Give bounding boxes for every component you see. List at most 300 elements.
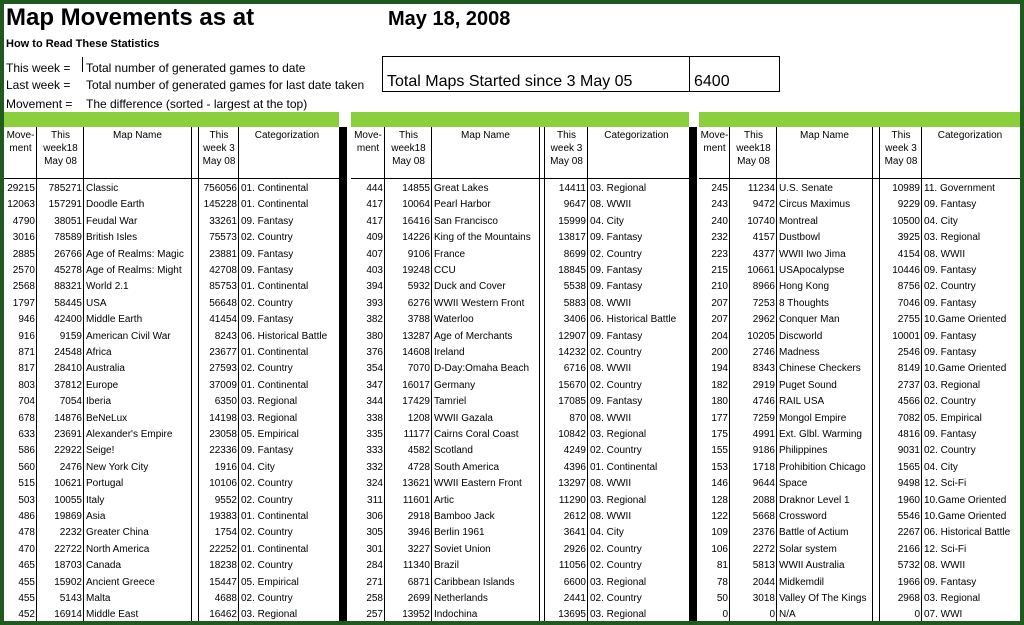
cell-last-week: 2612 [563, 511, 586, 522]
cell-this-week: 16416 [402, 215, 430, 227]
cell-movement: 678 [18, 412, 35, 424]
cell-categorization: 12. Sci-Fi [924, 478, 967, 490]
cell-map-name: BeNeLux [86, 412, 128, 424]
cell-map-name: Conquer Man [779, 314, 840, 326]
cell-last-week: 2755 [897, 314, 920, 326]
cell-map-name: Battle of Actium [779, 527, 849, 539]
cell-last-week: 85753 [209, 281, 237, 293]
cell-movement: 871 [18, 347, 35, 358]
cell-movement: 306 [366, 511, 383, 522]
report-date: May 18, 2008 [388, 8, 511, 30]
cell-categorization: 09. Fantasy [924, 347, 977, 358]
cell-map-name: American Civil War [86, 330, 171, 342]
map-movements-table [4, 127, 1020, 621]
table-row [699, 575, 1020, 591]
cell-categorization: 08. WWII [924, 248, 966, 260]
cell-this-week: 3227 [407, 543, 430, 555]
cell-last-week: 15999 [558, 215, 586, 227]
table-row [4, 509, 339, 525]
cell-categorization: 08. WWII [590, 511, 632, 522]
cell-map-name: Classic [86, 183, 119, 194]
cell-this-week: 8966 [752, 281, 775, 293]
table-row [699, 542, 1020, 558]
cell-this-week: 4991 [752, 429, 775, 440]
cell-last-week: 23881 [209, 248, 237, 260]
cell-movement: 29215 [7, 183, 35, 194]
cell-movement: 207 [711, 314, 728, 326]
cell-last-week: 22252 [209, 543, 237, 555]
cell-this-week: 2699 [407, 593, 430, 604]
table-row [351, 542, 689, 558]
cell-categorization: 02. Country [590, 560, 642, 572]
cell-movement: 478 [18, 527, 35, 539]
cell-map-name: Africa [86, 347, 112, 358]
cell-this-week: 13621 [402, 478, 430, 490]
cell-last-week: 5538 [563, 281, 586, 293]
table-header [351, 127, 689, 179]
cell-movement: 452 [18, 609, 35, 621]
cell-movement: 586 [18, 445, 35, 457]
block-separator [689, 127, 697, 621]
cell-map-name: Canada [86, 560, 122, 572]
table-row [351, 263, 689, 279]
cell-this-week: 10661 [747, 265, 775, 276]
cell-this-week: 9159 [59, 330, 82, 342]
cell-map-name: Indochina [434, 609, 478, 621]
cell-last-week: 18238 [209, 560, 237, 572]
cell-last-week: 3406 [563, 314, 586, 326]
cell-map-name: Waterloo [434, 314, 474, 326]
cell-categorization: 02. Country [924, 396, 976, 408]
cell-map-name: WWII Iwo Jima [779, 248, 846, 260]
table-row [699, 591, 1020, 607]
cell-map-name: Berlin 1961 [434, 527, 485, 539]
cell-map-name: Ireland [434, 347, 465, 358]
cell-last-week: 8756 [897, 281, 920, 293]
table-row [4, 279, 339, 295]
table-row [4, 214, 339, 230]
cell-last-week: 2166 [897, 543, 920, 555]
cell-map-name: Space [779, 478, 808, 490]
table-row [351, 476, 689, 492]
table-row [699, 279, 1020, 295]
cell-this-week: 23691 [54, 429, 82, 440]
column-header-movement: Move- ment [700, 130, 729, 154]
cell-this-week: 3946 [407, 527, 430, 539]
cell-movement: 417 [366, 215, 383, 227]
table-block-right [699, 127, 1020, 621]
table-row [4, 443, 339, 459]
cell-movement: 210 [711, 281, 728, 293]
cell-map-name: Philippines [779, 445, 828, 457]
cell-map-name: D-Day:Omaha Beach [434, 363, 530, 375]
cell-last-week: 15670 [558, 379, 586, 391]
cell-categorization: 09. Fantasy [241, 445, 294, 457]
cell-this-week: 14855 [402, 183, 430, 194]
cell-last-week: 3641 [563, 527, 586, 539]
cell-last-week: 145228 [203, 199, 237, 211]
cell-map-name: WWII Gazala [434, 412, 493, 424]
cell-this-week: 0 [769, 609, 775, 621]
cell-categorization: 02. Country [241, 478, 293, 490]
cell-map-name: Hong Kong [779, 281, 830, 293]
cell-map-name: Seige! [86, 445, 115, 457]
table-row [4, 197, 339, 213]
cell-this-week: 2962 [752, 314, 775, 326]
cell-map-name: Artic [434, 494, 454, 506]
cell-last-week: 6600 [563, 576, 586, 588]
cell-map-name: Caribbean Islands [434, 576, 515, 588]
cell-last-week: 2546 [897, 347, 920, 358]
table-row [699, 607, 1020, 623]
cell-map-name: Montreal [779, 215, 818, 227]
cell-movement: 633 [18, 429, 35, 440]
cell-this-week: 78589 [54, 232, 82, 244]
block-separator [339, 127, 347, 621]
cell-movement: 338 [366, 412, 383, 424]
cell-movement: 155 [711, 445, 728, 457]
cell-categorization: 01. Continental [241, 199, 309, 211]
column-header-this-week: This week18 May 08 [736, 130, 771, 167]
table-row [699, 411, 1020, 427]
cell-this-week: 5932 [407, 281, 430, 293]
cell-this-week: 26766 [54, 248, 82, 260]
cell-this-week: 4582 [407, 445, 430, 457]
cell-map-name: North America [86, 543, 150, 555]
table-row [699, 247, 1020, 263]
table-row [4, 329, 339, 345]
cell-map-name: Mongol Empire [779, 412, 847, 424]
table-row [351, 607, 689, 623]
cell-this-week: 19869 [54, 511, 82, 522]
cell-movement: 455 [18, 593, 35, 604]
table-row [351, 329, 689, 345]
cell-map-name: USA [86, 297, 107, 309]
cell-this-week: 38051 [54, 215, 82, 227]
cell-map-name: Portugal [86, 478, 124, 490]
cell-last-week: 4688 [214, 593, 237, 604]
cell-last-week: 3925 [897, 232, 920, 244]
cell-map-name: Asia [86, 511, 106, 522]
cell-map-name: Netherlands [434, 593, 488, 604]
cell-map-name: Bamboo Jack [434, 511, 495, 522]
table-row [351, 394, 689, 410]
cell-last-week: 10989 [892, 183, 920, 194]
cell-last-week: 5546 [897, 511, 920, 522]
cell-movement: 380 [366, 330, 383, 342]
table-row [4, 525, 339, 541]
cell-categorization: 02. Country [241, 560, 293, 572]
cell-last-week: 2968 [897, 593, 920, 604]
cell-movement: 271 [366, 576, 383, 588]
column-header-last-week: This week 3 May 08 [884, 130, 918, 167]
cell-categorization: 03. Regional [241, 609, 298, 621]
cell-this-week: 10621 [54, 478, 82, 490]
cell-last-week: 870 [569, 412, 586, 424]
cell-categorization: 05. Empirical [241, 429, 299, 440]
table-row [351, 214, 689, 230]
cell-categorization: 11. Government [924, 183, 995, 194]
cell-last-week: 10842 [558, 429, 586, 440]
table-row [4, 247, 339, 263]
cell-movement: 333 [366, 445, 383, 457]
cell-this-week: 7070 [407, 363, 430, 375]
cell-this-week: 9644 [752, 478, 775, 490]
cell-this-week: 14608 [402, 347, 430, 358]
cell-last-week: 2441 [563, 593, 586, 604]
cell-last-week: 9229 [897, 199, 920, 211]
cell-categorization: 06. Historical Battle [590, 314, 677, 326]
legend-value-last-week: Total number of generated games for last date taken [86, 78, 365, 92]
cell-last-week: 16462 [209, 609, 237, 621]
cell-categorization: 02. Country [241, 363, 293, 375]
table-row [699, 361, 1020, 377]
cell-this-week: 88321 [54, 281, 82, 293]
cell-last-week: 14198 [209, 412, 237, 424]
cell-categorization: 04. City [924, 215, 958, 227]
cell-this-week: 13952 [402, 609, 430, 621]
cell-map-name: Alexander's Empire [86, 429, 173, 440]
table-row [699, 214, 1020, 230]
cell-last-week: 2926 [563, 543, 586, 555]
cell-movement: 153 [711, 461, 728, 473]
cell-map-name: Valley Of The Kings [779, 593, 867, 604]
cell-movement: 486 [18, 511, 35, 522]
cell-categorization: 04. City [590, 215, 624, 227]
cell-categorization: 09. Fantasy [241, 314, 294, 326]
cell-movement: 503 [18, 494, 35, 506]
cell-movement: 407 [366, 248, 383, 260]
cell-movement: 240 [711, 215, 728, 227]
cell-categorization: 05. Empirical [924, 412, 982, 424]
cell-last-week: 42708 [209, 265, 237, 276]
table-row [351, 230, 689, 246]
cell-movement: 200 [711, 347, 728, 358]
cell-movement: 946 [18, 314, 35, 326]
cell-categorization: 09. Fantasy [590, 396, 643, 408]
cell-map-name: Australia [86, 363, 125, 375]
cell-categorization: 03. Regional [590, 494, 647, 506]
cell-this-week: 19248 [402, 265, 430, 276]
cell-this-week: 22922 [54, 445, 82, 457]
cell-categorization: 04. City [241, 461, 275, 473]
cell-this-week: 4377 [752, 248, 775, 260]
cell-movement: 409 [366, 232, 383, 244]
cell-categorization: 02. Country [590, 347, 642, 358]
table-row [351, 558, 689, 574]
table-row [699, 329, 1020, 345]
cell-categorization: 08. WWII [590, 478, 632, 490]
table-row [351, 575, 689, 591]
cell-categorization: 02. Country [241, 527, 293, 539]
cell-movement: 207 [711, 297, 728, 309]
cell-this-week: 8343 [752, 363, 775, 375]
cell-categorization: 02. Country [590, 445, 642, 457]
cell-map-name: Chinese Checkers [779, 363, 861, 375]
cell-movement: 916 [18, 330, 35, 342]
column-header-categorization: Categorization [937, 130, 1003, 141]
cell-categorization: 10.Game Oriented [924, 314, 1007, 326]
cell-categorization: 02. Country [241, 593, 293, 604]
cell-movement: 78 [716, 576, 728, 588]
cell-categorization: 06. Historical Battle [924, 527, 1011, 539]
cell-this-week: 2918 [407, 511, 430, 522]
cell-this-week: 14876 [54, 412, 82, 424]
cell-this-week: 5668 [752, 511, 775, 522]
cell-categorization: 02. Country [924, 281, 976, 293]
legend-value-this-week: Total number of generated games to date [86, 61, 306, 75]
cell-categorization: 03. Regional [590, 609, 647, 621]
cell-last-week: 4816 [897, 429, 920, 440]
total-maps-value: 6400 [694, 73, 730, 90]
table-row [4, 591, 339, 607]
cell-last-week: 4249 [563, 445, 586, 457]
cell-last-week: 8699 [563, 248, 586, 260]
cell-movement: 175 [711, 429, 728, 440]
cell-movement: 560 [18, 461, 35, 473]
cell-map-name: San Francisco [434, 215, 498, 227]
cell-this-week: 3018 [752, 593, 775, 604]
cell-last-week: 5732 [897, 560, 920, 572]
total-maps-box [382, 56, 780, 92]
table-row [351, 443, 689, 459]
cell-movement: 393 [366, 297, 383, 309]
cell-movement: 444 [366, 183, 383, 194]
cell-movement: 382 [366, 314, 383, 326]
cell-last-week: 1960 [897, 494, 920, 506]
cell-this-week: 58445 [54, 297, 82, 309]
cell-last-week: 15447 [209, 576, 237, 588]
cell-categorization: 09. Fantasy [590, 232, 643, 244]
cell-movement: 182 [711, 379, 728, 391]
cell-this-week: 11340 [402, 560, 430, 572]
cell-this-week: 4728 [407, 461, 430, 473]
cell-categorization: 08. WWII [590, 363, 632, 375]
cell-map-name: WWII Eastern Front [434, 478, 522, 490]
table-row [351, 378, 689, 394]
cell-categorization: 02. Country [924, 445, 976, 457]
cell-map-name: Brazil [434, 560, 460, 572]
cell-movement: 2568 [12, 281, 35, 293]
table-row [351, 460, 689, 476]
cell-last-week: 41454 [209, 314, 237, 326]
cell-categorization: 10.Game Oriented [924, 363, 1007, 375]
table-row [351, 591, 689, 607]
cell-last-week: 11290 [558, 494, 586, 506]
table-row [699, 443, 1020, 459]
cell-map-name: Malta [86, 593, 111, 604]
cell-movement: 417 [366, 199, 383, 211]
cell-map-name: New York City [86, 461, 149, 473]
cell-map-name: Germany [434, 379, 476, 391]
cell-this-week: 1718 [752, 461, 775, 473]
cell-movement: 284 [366, 560, 383, 572]
cell-movement: 81 [716, 560, 728, 572]
cell-categorization: 03. Regional [241, 396, 298, 408]
cell-last-week: 10500 [892, 215, 920, 227]
cell-movement: 257 [366, 609, 383, 621]
cell-this-week: 2044 [752, 576, 775, 588]
cell-this-week: 14226 [402, 232, 430, 244]
cell-movement: 455 [18, 576, 35, 588]
cell-this-week: 2088 [752, 494, 775, 506]
column-header-this-week: This week18 May 08 [43, 130, 78, 167]
cell-map-name: Cairns Coral Coast [434, 429, 519, 440]
table-row [4, 394, 339, 410]
cell-movement: 146 [711, 478, 728, 490]
cell-map-name: WWII Western Front [434, 297, 525, 309]
cell-map-name: France [434, 248, 466, 260]
cell-map-name: Great Lakes [434, 183, 489, 194]
cell-categorization: 09. Fantasy [924, 297, 977, 309]
cell-last-week: 23058 [209, 429, 237, 440]
cell-movement: 470 [18, 543, 35, 555]
cell-last-week: 1966 [897, 576, 920, 588]
cell-categorization: 09. Fantasy [241, 215, 294, 227]
table-row [699, 558, 1020, 574]
cell-categorization: 08. WWII [924, 560, 966, 572]
cell-last-week: 5883 [563, 297, 586, 309]
cell-map-name: Ancient Greece [86, 576, 155, 588]
table-row [351, 296, 689, 312]
table-row [699, 181, 1020, 197]
green-bar-middle [351, 112, 689, 127]
cell-last-week: 4396 [563, 461, 586, 473]
cell-map-name: Soviet Union [434, 543, 491, 555]
cell-this-week: 2919 [752, 379, 775, 391]
cell-movement: 194 [711, 363, 728, 375]
cell-map-name: Tamriel [434, 396, 467, 408]
table-header [4, 127, 339, 179]
table-row [699, 460, 1020, 476]
cell-movement: 128 [711, 494, 728, 506]
table-row [699, 378, 1020, 394]
cell-map-name: Dustbowl [779, 232, 821, 244]
cell-map-name: Discworld [779, 330, 823, 342]
cell-last-week: 19383 [209, 511, 237, 522]
cell-this-week: 13287 [402, 330, 430, 342]
table-row [4, 230, 339, 246]
cell-categorization: 02. Country [590, 543, 642, 555]
cell-last-week: 75573 [209, 232, 237, 244]
table-row [4, 476, 339, 492]
cell-movement: 335 [366, 429, 383, 440]
cell-categorization: 02. Country [590, 379, 642, 391]
cell-last-week: 9498 [897, 478, 920, 490]
table-block-left [4, 127, 339, 621]
cell-movement: 2570 [12, 265, 35, 276]
cell-map-name: World 2.1 [86, 281, 129, 293]
table-row [351, 427, 689, 443]
cell-categorization: 03. Regional [590, 183, 647, 194]
cell-this-week: 2476 [59, 461, 82, 473]
cell-this-week: 9106 [407, 248, 430, 260]
table-row [699, 509, 1020, 525]
cell-this-week: 5143 [59, 593, 82, 604]
cell-this-week: 28410 [54, 363, 82, 375]
table-row [699, 197, 1020, 213]
cell-this-week: 6871 [407, 576, 430, 588]
cell-last-week: 27593 [209, 363, 237, 375]
cell-this-week: 15902 [54, 576, 82, 588]
cell-this-week: 10064 [402, 199, 430, 211]
cell-movement: 465 [18, 560, 35, 572]
cell-categorization: 01. Continental [241, 183, 309, 194]
cell-map-name: Ext. Glbl. Warming [779, 429, 862, 440]
table-row [699, 427, 1020, 443]
cell-last-week: 10106 [209, 478, 237, 490]
table-row [351, 279, 689, 295]
